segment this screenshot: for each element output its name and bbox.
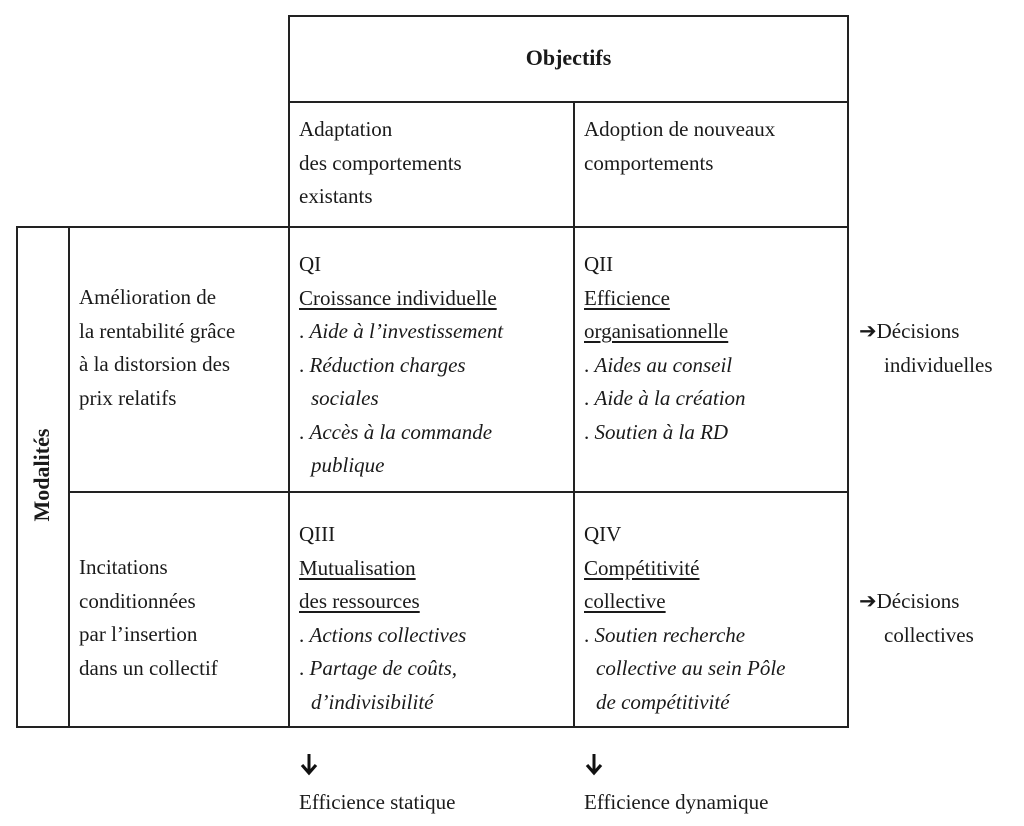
q3-item-text-cont: d’indivisibilité [311,689,434,714]
q3-code: QIII [299,522,336,546]
q3-item-text: Actions collectives [309,622,467,647]
q1-item-text-cont: publique [311,453,385,477]
q4-item-text-cont: collective au sein Pôle [596,656,786,680]
arrow-right-icon: ➔ [859,319,877,343]
q3-item-text: Partage de coûts, [309,656,458,680]
objectifs-title: Objectifs [525,45,612,70]
row1-header [79,281,235,415]
q4-code: QIV [584,522,622,546]
q1-bullet: . [299,352,310,377]
decision-collective-line: collectives [884,622,974,647]
quadrant-q2 [584,248,746,449]
q3-title-cont: des ressources [299,589,420,613]
q1-item [299,315,503,349]
col1-header [299,113,462,214]
decision-individual [859,315,993,382]
row1-header-line: à la distorsion des [79,352,231,376]
q2-title-cont: organisationnelle [584,319,729,343]
row1-header-line: prix relatifs [79,385,177,410]
efficience-dynamique: Efficience dynamique [584,790,769,814]
arrow-down-icon [297,750,321,780]
q3-bullet: . [299,656,310,680]
grid-col-divider-2 [573,226,575,728]
q2-item [584,349,746,383]
col2-header-line: Adoption de nouveaux [584,117,776,141]
q4-title-cont: collective [584,589,666,613]
q1-item-text: Réduction charges [309,352,466,377]
q3-item [299,652,466,686]
header-divider [288,101,849,103]
row2-header-line: par l’insertion [79,622,198,646]
col1-header-line: des comportements [299,150,462,175]
quadrant-q1 [299,248,503,483]
q2-item-text: Soutien à la RD [594,419,729,444]
decision-individual-line: individuelles [884,352,993,377]
q1-bullet: . [299,319,310,343]
q1-item-text: Accès à la commande [309,419,493,444]
decision-individual-line [859,315,993,349]
q2-bullet: . [584,386,595,410]
grid-row-divider [68,491,849,493]
q2-item-text: Aides au conseil [594,352,733,377]
row2-header-line: conditionnées [79,588,196,613]
grid-col-divider-1 [288,226,290,728]
q3-title: Mutualisation [299,555,416,580]
q3-item [299,619,466,653]
col1-header-line: Adaptation [299,117,393,141]
q4-item-text-cont: de compétitivité [596,689,730,714]
modalites-label: Modalités [29,428,54,522]
q4-title: Compétitivité [584,555,700,580]
q4-item-text: Soutien recherche [594,622,746,647]
q2-bullet: . [584,352,595,377]
q2-code: QII [584,252,614,276]
q1-item-text: Aide à l’investissement [309,319,504,343]
row1-header-line: la rentabilité grâce [79,318,236,343]
efficience-statique: Efficience statique [299,790,456,814]
row2-header [79,551,218,685]
q1-item [299,416,503,450]
q3-bullet: . [299,622,310,647]
row2-header-line: dans un collectif [79,655,218,680]
q2-title: Efficience [584,285,670,310]
quadrant-q3 [299,518,466,719]
q2-item-text: Aide à la création [594,386,746,410]
q1-item [299,349,503,383]
q2-item [584,416,746,450]
decision-collective-line [859,585,974,619]
arrow-down-right-svg [582,750,606,780]
q1-code: QI [299,252,322,276]
q1-bullet: . [299,419,310,444]
arrow-right-icon: ➔ [859,589,877,613]
q4-bullet: . [584,622,595,647]
q1-title: Croissance individuelle [299,285,497,310]
row1-header-line: Amélioration de [79,285,217,309]
quadrant-q4 [584,518,786,719]
row2-header-line: Incitations [79,555,168,579]
arrow-down-left-svg [297,750,321,780]
col2-header [584,113,775,180]
arrow-down-icon [582,750,606,780]
q4-item [584,619,786,653]
q1-item-text-cont: sociales [311,386,379,410]
modalites-divider [68,226,70,728]
decision-individual-label: Décisions [876,319,960,343]
q2-bullet: . [584,419,595,444]
header-column-divider [573,101,575,228]
decision-collective-label: Décisions [876,589,960,613]
col2-header-line: comportements [584,150,714,175]
q2-item [584,382,746,416]
decision-collective [859,585,974,652]
col1-header-line: existants [299,184,373,208]
